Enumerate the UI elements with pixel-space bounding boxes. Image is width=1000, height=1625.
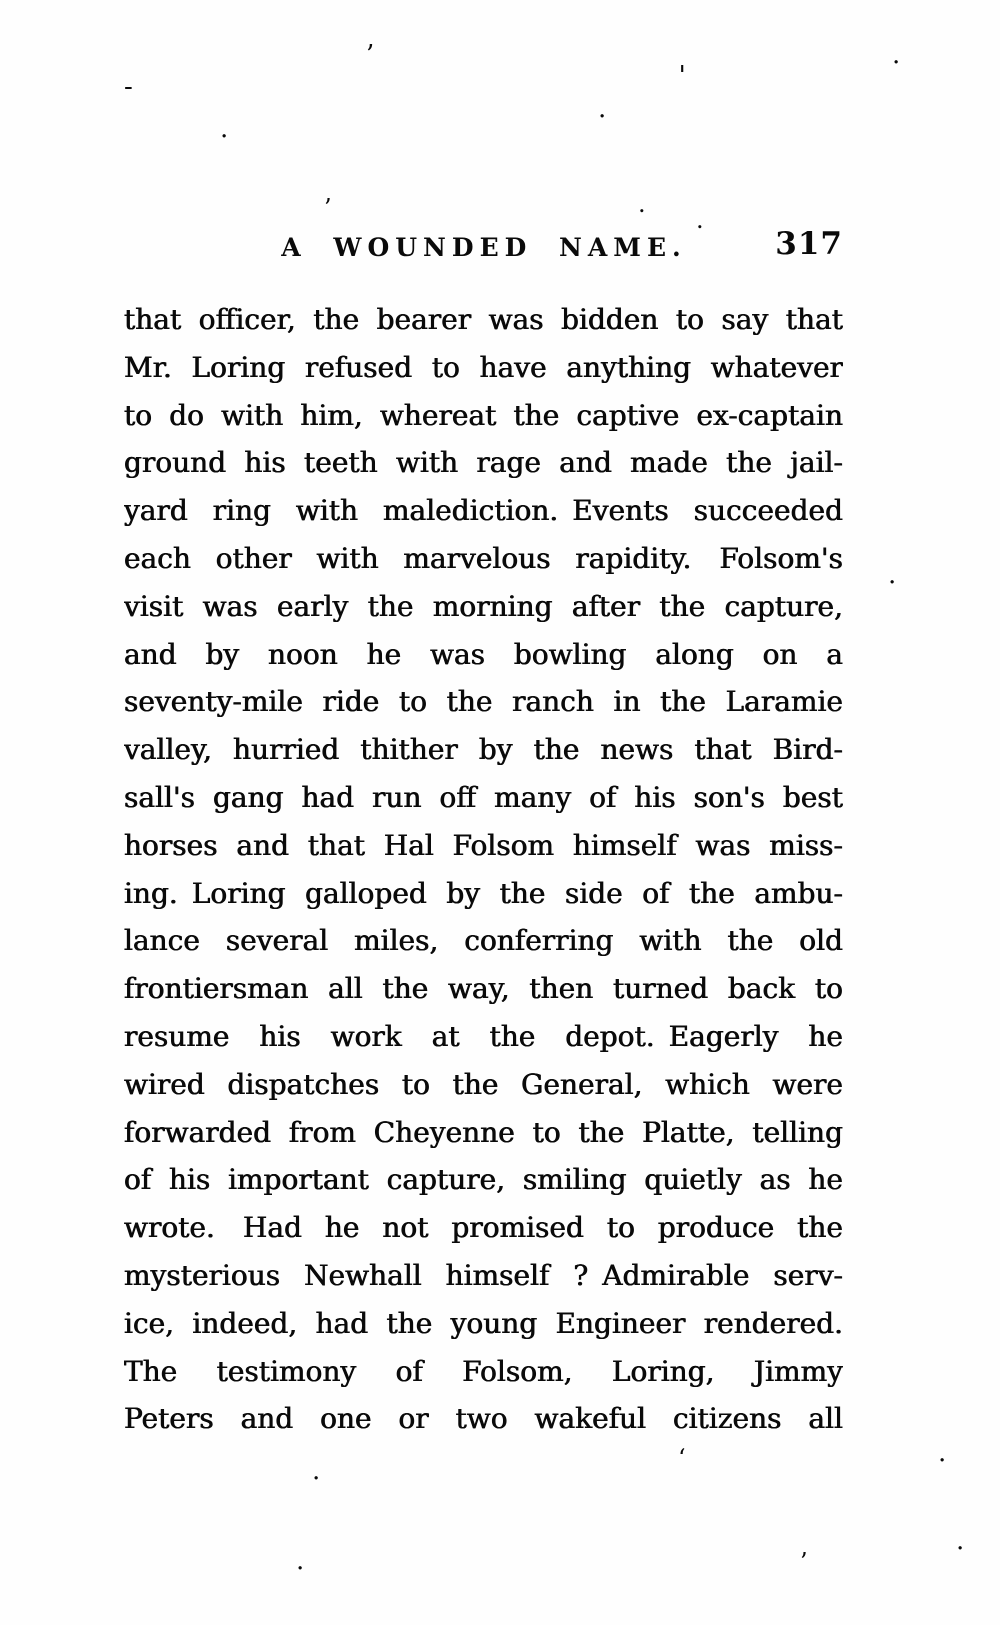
scan-speck: . [296,1546,305,1576]
scan-speck: . [220,114,229,144]
text-line: Peters and one or two wakeful citizens all [124,1402,843,1436]
scan-speck: . [638,190,646,218]
text-line: mysterious Newhall himself ? Admirable serv- [124,1258,843,1292]
text-line: The testimony of Folsom, Loring, Jimmy [124,1354,843,1388]
text-line: that officer, the bearer was bidden to say that [124,303,843,336]
text-line: lance several miles, conferring with the old [124,924,843,958]
scan-speck: ’ [366,40,375,70]
text-line: visit was early the morning after the capture, [124,589,843,623]
scan-speck: . [956,1526,965,1556]
text-line: each other with marvelous rapidity. Folsom's [124,541,843,575]
text-line: ice, indeed, had the young Engineer rendered. [124,1306,843,1340]
scan-speck: ‘ [678,1444,686,1472]
scan-speck: . [696,206,704,234]
scan-speck: - [124,72,133,102]
running-title: A WOUNDED NAME. [281,233,687,262]
scan-speck: . [312,1456,321,1486]
text-line: frontiersman all the way, then turned back to [124,972,843,1006]
text-line: of his important capture, smiling quietly as he [124,1163,843,1197]
text-line: wrote. Had he not promised to produce the [124,1211,843,1245]
page-body [124,296,843,1443]
text-line: forwarded from Cheyenne to the Platte, telling [124,1115,843,1149]
text-line: seventy-mile ride to the ranch in the Laramie [124,685,843,719]
text-line: to do with him, whereat the captive ex-captain [124,398,843,432]
text-line: yard ring with malediction. Events succeeded [124,494,843,528]
scan-speck: ’ [800,1548,808,1576]
scan-speck: ’ [324,194,332,222]
scan-speck: . [598,94,607,124]
scan-speck: . [888,560,897,590]
scan-speck: ˈ [678,61,687,96]
text-line: horses and that Hal Folsom himself was miss- [124,828,843,862]
text-line: Mr. Loring refused to have anything whatever [124,350,843,384]
text-line: resume his work at the depot. Eagerly he [124,1019,843,1053]
text-line: ing. Loring galloped by the side of the ambu- [124,876,843,910]
text-line: wired dispatches to the General, which were [124,1067,843,1101]
text-line: ground his teeth with rage and made the jail- [124,446,843,480]
text-line: valley, hurried thither by the news that Bird- [124,733,843,767]
text-line: and by noon he was bowling along on a [124,637,843,671]
scan-speck: . [892,40,901,70]
scan-speck: . [938,1438,947,1468]
page-number: 317 [775,226,843,262]
text-line: sall's gang had run off many of his son's best [124,780,843,814]
